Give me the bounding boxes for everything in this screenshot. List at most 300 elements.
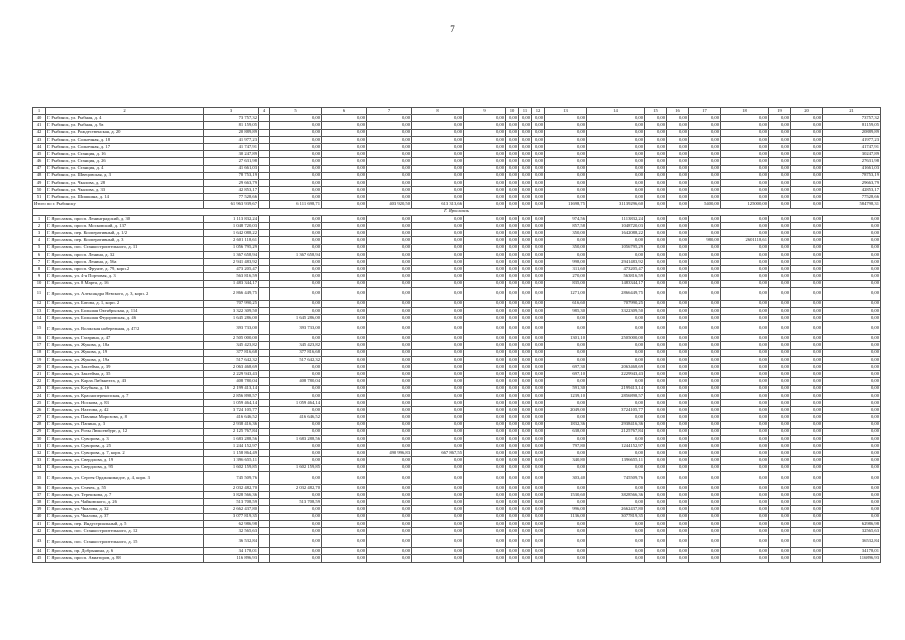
value-cell: 0,00	[645, 443, 667, 450]
value-cell: 0,00	[721, 230, 769, 237]
value-cell: 0,00	[645, 385, 667, 392]
value-cell: 0,00	[367, 172, 412, 179]
address-cell: Г. Ярославль, ул. Жукова, д. 19	[46, 349, 204, 356]
value-cell: 0,00	[519, 364, 532, 371]
value-cell: 3322309,50	[587, 307, 645, 314]
value-cell: 0,00	[464, 484, 506, 491]
value-cell: 0,00	[519, 300, 532, 307]
value-cell: 0,00	[532, 492, 545, 499]
value-cell: 0,00	[645, 513, 667, 520]
sum-cell: 116896,93	[823, 555, 881, 562]
value-cell: 0,00	[532, 187, 545, 194]
address-cell: Г. Ярославль, ул. Сергея Орджоникидзе, д. 4, корп. 3	[46, 471, 204, 484]
value-cell: 0,00	[721, 443, 769, 450]
value-cell: 517 642,32	[270, 356, 322, 363]
value-cell: 0,00	[721, 385, 769, 392]
row-number: 4	[33, 237, 46, 244]
value-cell: 0,00	[769, 464, 791, 471]
value-cell: 0,00	[322, 371, 367, 378]
value-cell: 0,00	[322, 385, 367, 392]
empty-cell	[259, 520, 270, 527]
address-cell: Г. Ярославль, просп. Авиаторов, д. 88	[46, 555, 204, 562]
value-cell: 0,00	[464, 266, 506, 273]
value-cell: 0,00	[367, 307, 412, 314]
value-cell: 377 816,68	[270, 349, 322, 356]
value-cell: 0,00	[645, 342, 667, 349]
value-cell: 0,00	[721, 520, 769, 527]
value-cell: 0,00	[791, 378, 823, 385]
value-cell: 0,00	[367, 244, 412, 251]
value-cell: 270,00	[545, 273, 587, 280]
row-number: 1	[33, 215, 46, 222]
value-cell: 0,00	[519, 194, 532, 201]
row-number: 27	[33, 414, 46, 421]
value-cell: 0,00	[367, 428, 412, 435]
total-cost-cell: 1 683 288,56	[204, 435, 259, 442]
value-cell: 0,00	[506, 443, 519, 450]
value-cell: 0,00	[667, 435, 689, 442]
total-cost-cell: 416 646,52	[204, 414, 259, 421]
value-cell: 0,00	[270, 158, 322, 165]
address-cell: Г. Ярославль, просп. Ленина, д. 56а	[46, 258, 204, 265]
value-cell: 350,00	[545, 244, 587, 251]
table-row	[33, 535, 881, 548]
value-cell: 0,00	[721, 300, 769, 307]
total-value: 0,00	[791, 201, 823, 208]
table-row	[33, 215, 881, 222]
address-cell: Г. Ярославль, ул. Жукова, д. 18а	[46, 342, 204, 349]
value-cell: 0,00	[532, 506, 545, 513]
sum-cell: 30247,89	[823, 151, 881, 158]
value-cell: 0,00	[519, 435, 532, 442]
value-cell: 0,00	[769, 122, 791, 129]
value-cell: 0,00	[464, 450, 506, 457]
value-cell: 0,00	[519, 414, 532, 421]
value-cell: 0,00	[412, 548, 464, 555]
value-cell: 0,00	[721, 179, 769, 186]
value-cell: 0,00	[506, 492, 519, 499]
header-row	[33, 108, 881, 115]
value-cell: 0,00	[519, 307, 532, 314]
total-cost-cell: 73 757,32	[204, 115, 259, 122]
value-cell: 1271,00	[545, 287, 587, 300]
value-cell: 1056795,29	[587, 244, 645, 251]
value-cell: 0,00	[791, 223, 823, 230]
value-cell: 0,00	[545, 342, 587, 349]
value-cell: 0,00	[645, 399, 667, 406]
value-cell: 0,00	[721, 471, 769, 484]
value-cell: 0,00	[412, 513, 464, 520]
value-cell: 0,00	[645, 527, 667, 534]
sum-cell: 0,00	[823, 342, 881, 349]
value-cell: 998,00	[545, 258, 587, 265]
value-cell: 0,00	[270, 428, 322, 435]
value-cell: 0,00	[667, 237, 689, 244]
column-number-11: 11	[519, 108, 532, 115]
value-cell: 0,00	[532, 136, 545, 143]
value-cell: 0,00	[519, 335, 532, 342]
sum-cell: 0,00	[823, 244, 881, 251]
value-cell: 513 708,59	[270, 499, 322, 506]
total-cost-cell: 30 247,89	[204, 151, 259, 158]
empty-cell	[259, 194, 270, 201]
value-cell: 0,00	[721, 356, 769, 363]
value-cell: 0,00	[545, 499, 587, 506]
value-cell: 0,00	[721, 307, 769, 314]
sum-cell: 0,00	[823, 435, 881, 442]
value-cell: 0,00	[506, 179, 519, 186]
sum-cell: 0,00	[823, 450, 881, 457]
address-cell: Г. Ярославль, ул. Волжская набережная, д. 47/2	[46, 322, 204, 335]
table-row	[33, 457, 881, 464]
value-cell: 0,00	[645, 471, 667, 484]
value-cell: 0,00	[689, 136, 721, 143]
value-cell: 0,00	[270, 520, 322, 527]
column-number-15: 15	[645, 108, 667, 115]
value-cell: 835,00	[545, 280, 587, 287]
value-cell: 1 059 464,14	[270, 399, 322, 406]
value-cell: 0,00	[587, 187, 645, 194]
value-cell: 0,00	[587, 251, 645, 258]
value-cell: 0,00	[270, 457, 322, 464]
sum-cell: 0,00	[823, 499, 881, 506]
address-cell: Г. Ярославль, ул. Свердлова, д. 95	[46, 464, 204, 471]
value-cell: 0,00	[689, 385, 721, 392]
value-cell: 0,00	[791, 280, 823, 287]
value-cell: 0,00	[587, 484, 645, 491]
value-cell: 0,00	[367, 535, 412, 548]
sum-cell: 20889,89	[823, 129, 881, 136]
sum-cell: 0,00	[823, 307, 881, 314]
value-cell: 0,00	[689, 342, 721, 349]
value-cell: 0,00	[519, 443, 532, 450]
value-cell: 0,00	[367, 464, 412, 471]
value-cell: 0,00	[721, 499, 769, 506]
value-cell: 0,00	[721, 266, 769, 273]
value-cell: 0,00	[412, 287, 464, 300]
value-cell: 0,00	[667, 399, 689, 406]
address-cell: Г. Ярославль, ул. Александра Невского, д. 3, корп. 2	[46, 287, 204, 300]
total-cost-cell: 2 229 943,43	[204, 371, 259, 378]
empty-cell	[259, 258, 270, 265]
row-number: 18	[33, 349, 46, 356]
value-cell: 0,00	[464, 443, 506, 450]
value-cell: 0,00	[545, 356, 587, 363]
table-row	[33, 443, 881, 450]
value-cell: 0,00	[367, 492, 412, 499]
value-cell: 0,00	[667, 266, 689, 273]
row-number: 37	[33, 492, 46, 499]
table-row	[33, 371, 881, 378]
row-number: 19	[33, 356, 46, 363]
value-cell: 0,00	[545, 115, 587, 122]
value-cell: 0,00	[689, 287, 721, 300]
value-cell: 1530,60	[545, 492, 587, 499]
value-cell: 0,00	[519, 322, 532, 335]
value-cell: 0,00	[506, 237, 519, 244]
value-cell: 0,00	[519, 273, 532, 280]
value-cell: 1 645 286,00	[270, 315, 322, 322]
value-cell: 0,00	[545, 322, 587, 335]
value-cell: 0,00	[464, 527, 506, 534]
value-cell: 0,00	[270, 392, 322, 399]
value-cell: 0,00	[412, 322, 464, 335]
table-row	[33, 335, 881, 342]
value-cell: 0,00	[769, 251, 791, 258]
value-cell: 0,00	[532, 280, 545, 287]
value-cell: 0,00	[769, 378, 791, 385]
value-cell: 0,00	[270, 273, 322, 280]
value-cell: 0,00	[519, 280, 532, 287]
value-cell: 0,00	[322, 414, 367, 421]
value-cell: 0,00	[270, 258, 322, 265]
value-cell: 0,00	[412, 471, 464, 484]
table-row	[33, 280, 881, 287]
row-number: 25	[33, 399, 46, 406]
address-cell: Г. Ярославль, пер. Кооперативный, д. 1/2	[46, 230, 204, 237]
value-cell: 0,00	[464, 457, 506, 464]
value-cell: 0,00	[587, 349, 645, 356]
value-cell: 0,00	[587, 122, 645, 129]
total-value: 6 111 698,71	[270, 201, 322, 208]
row-number: 11	[33, 287, 46, 300]
value-cell: 2049,00	[545, 407, 587, 414]
row-number: 47	[33, 165, 46, 172]
value-cell: 0,00	[769, 371, 791, 378]
value-cell: 0,00	[367, 555, 412, 562]
value-cell: 0,00	[322, 435, 367, 442]
address-cell: Г. Ярославль, ул. Клубная, д. 16	[46, 385, 204, 392]
value-cell: 0,00	[464, 364, 506, 371]
value-cell: 0,00	[367, 335, 412, 342]
value-cell: 0,00	[721, 407, 769, 414]
sum-cell: 0,00	[823, 258, 881, 265]
value-cell: 0,00	[769, 273, 791, 280]
value-cell: 0,00	[587, 237, 645, 244]
value-cell: 0,00	[506, 158, 519, 165]
value-cell: 0,00	[667, 115, 689, 122]
empty-cell	[259, 484, 270, 491]
value-cell: 0,00	[721, 506, 769, 513]
value-cell: 0,00	[645, 464, 667, 471]
value-cell: 0,00	[519, 342, 532, 349]
value-cell: 0,00	[689, 471, 721, 484]
value-cell: 0,00	[667, 280, 689, 287]
value-cell: 0,00	[791, 244, 823, 251]
value-cell: 996,00	[545, 506, 587, 513]
value-cell: 0,00	[791, 349, 823, 356]
value-cell: 0,00	[545, 251, 587, 258]
value-cell: 0,00	[769, 364, 791, 371]
value-cell: 0,00	[464, 280, 506, 287]
total-value: 403 920,50	[367, 201, 412, 208]
column-number-1: 1	[33, 108, 46, 115]
value-cell: 0,00	[464, 307, 506, 314]
total-cost-cell: 2 032 482,70	[204, 484, 259, 491]
value-cell: 0,00	[645, 307, 667, 314]
value-cell: 0,00	[506, 315, 519, 322]
column-number-10: 10	[506, 108, 519, 115]
row-number: 35	[33, 471, 46, 484]
empty-cell	[259, 172, 270, 179]
value-cell: 0,00	[322, 349, 367, 356]
value-cell: 0,00	[322, 513, 367, 520]
address-cell: Г. Рыбинск, ул. Чкалова, д. 28	[46, 179, 204, 186]
value-cell: 0,00	[689, 535, 721, 548]
value-cell: 0,00	[689, 335, 721, 342]
value-cell: 0,00	[689, 484, 721, 491]
table-row	[33, 484, 881, 491]
value-cell: 0,00	[791, 273, 823, 280]
value-cell: 0,00	[532, 356, 545, 363]
value-cell: 0,00	[322, 356, 367, 363]
value-cell: 0,00	[322, 506, 367, 513]
value-cell: 0,00	[506, 266, 519, 273]
value-cell: 0,00	[721, 484, 769, 491]
value-cell: 0,00	[532, 349, 545, 356]
value-cell: 0,00	[519, 428, 532, 435]
value-cell: 0,00	[532, 342, 545, 349]
value-cell: 0,00	[270, 165, 322, 172]
value-cell: 0,00	[464, 513, 506, 520]
value-cell: 0,00	[689, 349, 721, 356]
value-cell: 0,00	[645, 450, 667, 457]
sum-cell: 0,00	[823, 356, 881, 363]
value-cell: 0,00	[769, 129, 791, 136]
value-cell: 0,00	[506, 535, 519, 548]
value-cell: 0,00	[367, 371, 412, 378]
value-cell: 0,00	[464, 548, 506, 555]
value-cell: 0,00	[667, 158, 689, 165]
empty-cell	[259, 266, 270, 273]
value-cell: 0,00	[689, 421, 721, 428]
value-cell: 0,00	[791, 450, 823, 457]
value-cell: 0,00	[506, 287, 519, 300]
value-cell: 340,80	[545, 457, 587, 464]
total-value: 613 313,66	[412, 201, 464, 208]
value-cell: 0,00	[322, 194, 367, 201]
value-cell: 0,00	[322, 143, 367, 150]
value-cell: 0,00	[322, 300, 367, 307]
row-number: 51	[33, 194, 46, 201]
row-number: 46	[33, 158, 46, 165]
address-cell: Г. Ярославль, пос. Станкостроительного, д. 11	[46, 244, 204, 251]
value-cell: 0,00	[587, 151, 645, 158]
value-cell: 0,00	[545, 520, 587, 527]
row-number: 14	[33, 315, 46, 322]
value-cell: 0,00	[667, 513, 689, 520]
value-cell: 0,00	[689, 371, 721, 378]
value-cell: 0,00	[769, 342, 791, 349]
value-cell: 667 867,55	[412, 450, 464, 457]
value-cell: 0,00	[667, 215, 689, 222]
address-cell: Г. Ярославль, ул. 4-я Портовая, д. 3	[46, 273, 204, 280]
value-cell: 0,00	[367, 187, 412, 194]
value-cell: 0,00	[791, 251, 823, 258]
value-cell: 0,00	[587, 158, 645, 165]
value-cell: 0,00	[464, 151, 506, 158]
value-cell: 1244152,97	[587, 443, 645, 450]
table-row	[33, 513, 881, 520]
value-cell: 0,00	[412, 179, 464, 186]
value-cell: 0,00	[506, 165, 519, 172]
value-cell: 0,00	[769, 407, 791, 414]
value-cell: 0,00	[587, 464, 645, 471]
value-cell: 0,00	[464, 399, 506, 406]
value-cell: 0,00	[689, 428, 721, 435]
value-cell: 0,00	[519, 399, 532, 406]
value-cell: 0,00	[519, 378, 532, 385]
sum-cell: 73757,32	[823, 115, 881, 122]
row-number: 48	[33, 172, 46, 179]
value-cell: 0,00	[769, 223, 791, 230]
value-cell: 0,00	[667, 322, 689, 335]
total-cost-cell: 2 866 449,75	[204, 287, 259, 300]
column-number-19: 19	[769, 108, 791, 115]
value-cell: 0,00	[545, 435, 587, 442]
value-cell: 0,00	[367, 165, 412, 172]
empty-cell	[259, 201, 270, 208]
value-cell: 0,00	[270, 300, 322, 307]
value-cell: 0,00	[412, 392, 464, 399]
value-cell: 0,00	[721, 450, 769, 457]
value-cell: 0,00	[322, 266, 367, 273]
value-cell: 0,00	[532, 315, 545, 322]
value-cell: 0,00	[322, 129, 367, 136]
empty-cell	[259, 300, 270, 307]
value-cell: 0,00	[412, 506, 464, 513]
value-cell: 0,00	[721, 287, 769, 300]
value-cell: 0,00	[519, 548, 532, 555]
value-cell: 0,00	[519, 535, 532, 548]
value-cell: 0,00	[464, 143, 506, 150]
value-cell: 0,00	[769, 356, 791, 363]
value-cell: 0,00	[689, 527, 721, 534]
value-cell: 0,00	[270, 555, 322, 562]
row-number: 24	[33, 392, 46, 399]
value-cell: 0,00	[367, 215, 412, 222]
value-cell: 0,00	[645, 230, 667, 237]
value-cell: 0,00	[532, 335, 545, 342]
value-cell: 0,00	[689, 266, 721, 273]
table-row	[33, 237, 881, 244]
value-cell: 0,00	[791, 342, 823, 349]
total-cost-cell: 1 113 832,24	[204, 215, 259, 222]
value-cell: 0,00	[532, 244, 545, 251]
value-cell: 0,00	[791, 266, 823, 273]
value-cell: 0,00	[532, 407, 545, 414]
empty-cell	[259, 187, 270, 194]
value-cell: 0,00	[464, 378, 506, 385]
empty-cell	[259, 223, 270, 230]
value-cell: 0,00	[506, 513, 519, 520]
value-cell: 0,00	[519, 237, 532, 244]
value-cell: 0,00	[689, 307, 721, 314]
value-cell: 0,00	[519, 258, 532, 265]
value-cell: 0,00	[519, 129, 532, 136]
value-cell: 0,00	[645, 499, 667, 506]
value-cell: 0,00	[367, 158, 412, 165]
value-cell: 0,00	[506, 392, 519, 399]
total-cost-cell: 345 423,82	[204, 342, 259, 349]
address-cell: Г. Ярославль, ул. Павлика Морозова, д. 8	[46, 414, 204, 421]
empty-cell	[259, 342, 270, 349]
value-cell: 0,00	[791, 428, 823, 435]
value-cell: 0,00	[667, 122, 689, 129]
value-cell: 2941483,92	[587, 258, 645, 265]
value-cell: 0,00	[367, 349, 412, 356]
value-cell: 0,00	[689, 273, 721, 280]
